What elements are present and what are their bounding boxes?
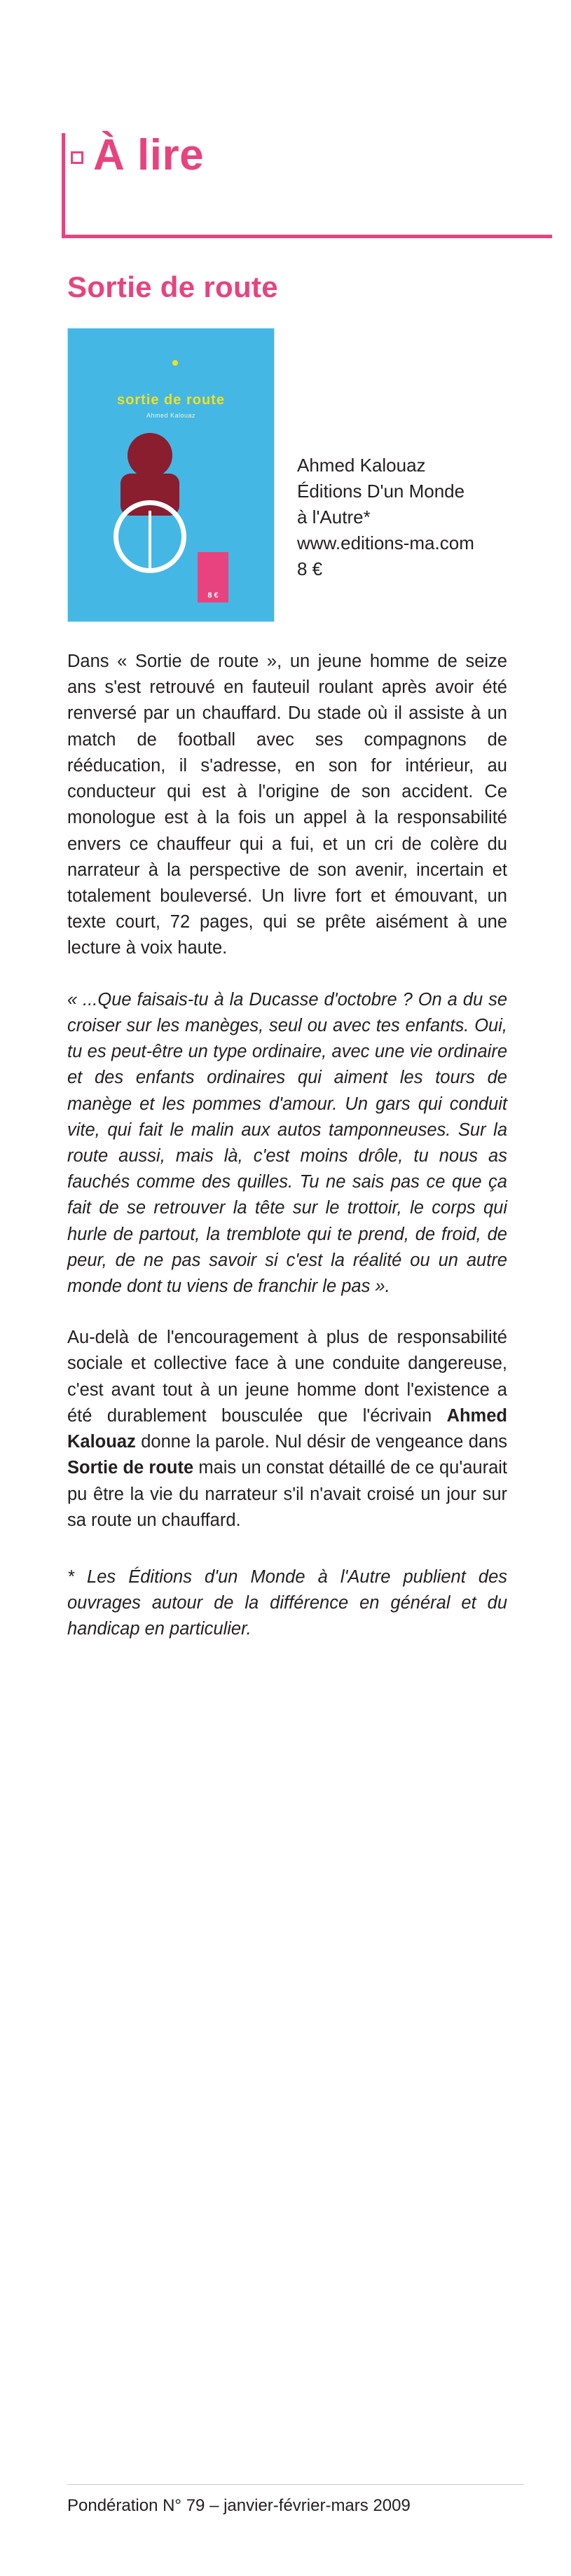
page-margin <box>0 119 28 2576</box>
page <box>0 119 571 2576</box>
closing-part2: donne la parole. Nul désir de vengeance dans <box>135 1432 507 1452</box>
book-website[interactable]: www.editions-ma.com <box>297 532 474 553</box>
footer-divider <box>67 2484 524 2485</box>
header-rule-bottom <box>62 235 552 238</box>
book-price: 8 € <box>297 558 323 579</box>
book-publisher: Éditions D'un Monde <box>297 480 465 502</box>
header-rule-left <box>62 133 65 238</box>
cover-decoration-dot <box>172 360 178 366</box>
article-body <box>67 649 507 1643</box>
book-block <box>67 328 507 622</box>
paragraph-quote: « ...Que faisais-tu à la Ducasse d'octobre ? On a du se croiser sur les manèges, seul ou avec tes enfants. Oui, tu es peut-être un type ordinaire, avec une vie ordinaire et des enfants ordinaires qui aiment les tours de manège et les pommes d'amour. Un gars qui conduit vite, qui fait le malin aux autos tamponneuses. Sur la route aussi, mais là, c'est moins drôle, tu nous as fauchés comme des quilles. Tu ne sais pas ce que ça fait de se retrouver la tête sur le trottoir, le corps qui hurle de partout, la tremblote qui te prend, de froid, de peur, de ne pas savoir si c'est la réalité ou un autre monde dont tu viens de franchir le pas ». <box>67 989 507 1297</box>
book-author: Ahmed Kalouaz <box>297 455 426 476</box>
section-header <box>0 119 571 231</box>
book-cover-image <box>67 328 275 622</box>
cover-price-text: 8 € <box>207 591 219 600</box>
figure-head <box>128 433 172 478</box>
closing-part1: Au-delà de l'encouragement à plus de responsabilité sociale et collective face à une conduite dangereuse, c'est avant tout à un jeune homme dont l'existence a été durablement bousculée que l'écrivain <box>67 1328 507 1426</box>
section-title: À lire <box>93 131 205 179</box>
closing-bold-author: Ahmed Kalouaz <box>67 1405 507 1452</box>
book-metadata <box>297 328 474 582</box>
cover-title-text: sortie de route <box>117 392 225 408</box>
paragraph-closing <box>67 1325 507 1534</box>
footer-text: Pondération N° 79 – janvier-février-mars 2009 <box>67 2496 411 2515</box>
closing-bold-title: Sortie de route <box>67 1458 194 1478</box>
closing-part3: mais un constat détaillé de ce qu'aurait pu être la vie du narrateur s'il n'avait croisé un jour sur sa route un chauffard. <box>67 1458 507 1530</box>
book-publisher-line2: à l'Autre* <box>297 506 371 528</box>
paragraph-intro: Dans « Sortie de route », un jeune homme de seize ans s'est retrouvé en fauteuil roulant après avoir été renversé par un chauffard. Du stade où il assiste à un match de football avec ses compagnons de rééducation, il s'adresse, en son for intérieur, au conducteur qui est à l'origine de son accident. Ce monologue est à la fois un appel à la responsabilité envers ce chauffeur qui a fui, et un cri de colère du narrateur à la perspective de son avenir, incertain et totalement bouleversé. Un livre fort et émouvant, un texte court, 72 pages, qui se prête aisément à une lecture à voix haute. <box>67 652 507 958</box>
wheelchair-figure-illustration <box>108 433 192 566</box>
page-title: Sortie de route <box>67 270 278 303</box>
figure-wheel <box>113 500 186 573</box>
cover-subtitle-text: Ahmed Kalouaz <box>146 412 196 419</box>
paragraph-footnote: * Les Éditions d'un Monde à l'Autre publient des ouvrages autour de la différence en général et du handicap en particulier. <box>67 1567 507 1639</box>
square-outline-icon <box>71 151 83 164</box>
